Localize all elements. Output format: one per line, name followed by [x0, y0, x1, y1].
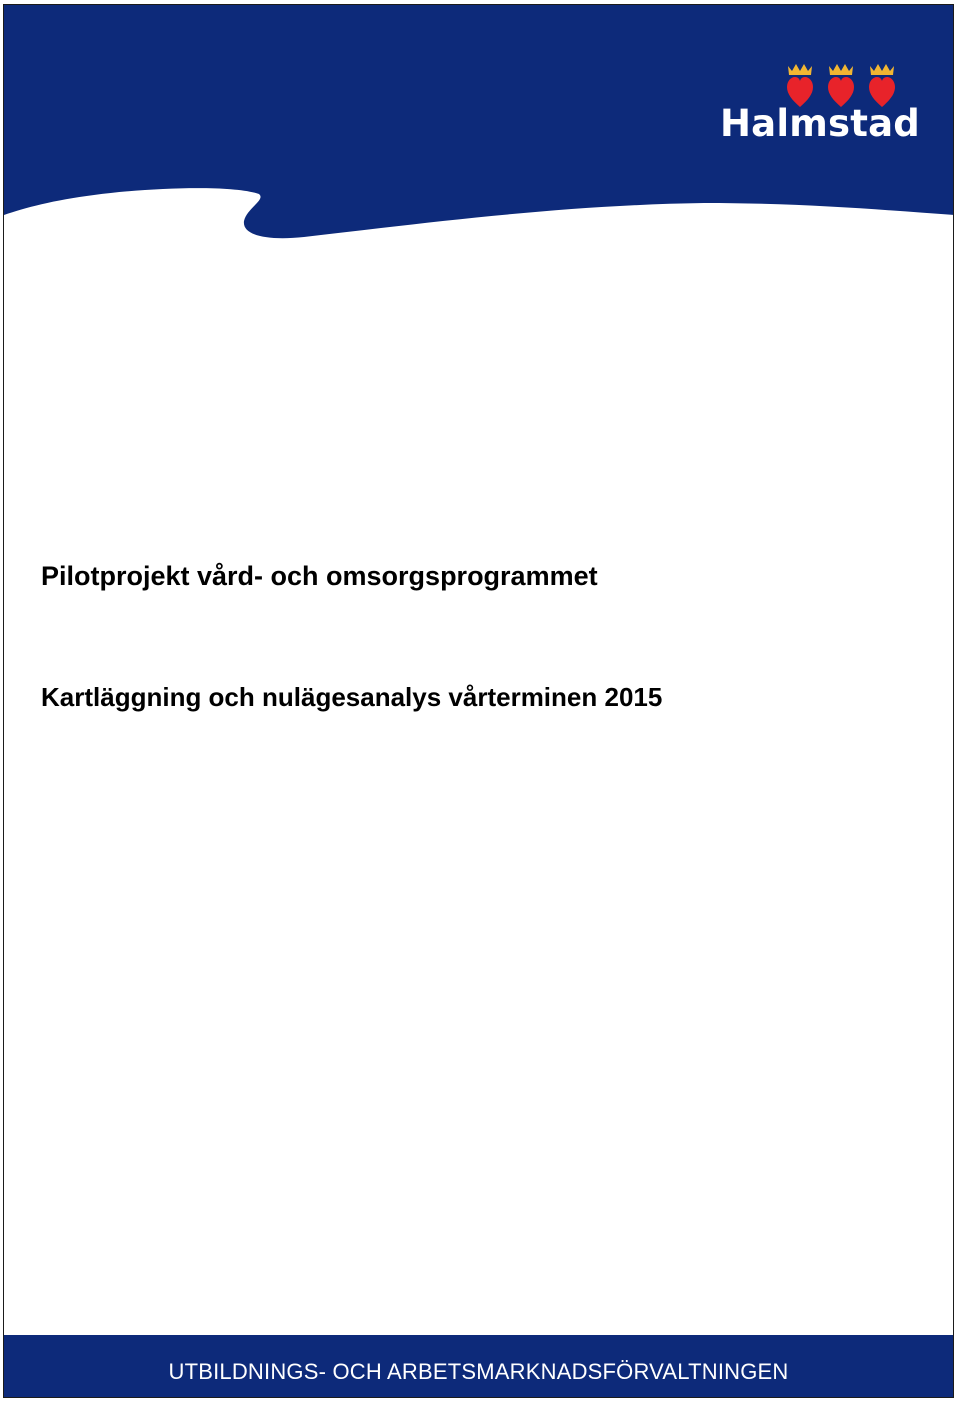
logo-wordmark: Halmstad [720, 102, 920, 145]
cover-page [3, 4, 954, 1398]
halmstad-logo [716, 63, 920, 158]
footer-department: UTBILDNINGS- OCH ARBETSMARKNADSFÖRVALTNINGEN [168, 1359, 789, 1384]
footer-band [4, 1335, 953, 1397]
document-title: Pilotprojekt vård- och omsorgsprogrammet [41, 561, 598, 591]
crowned-heart-3 [869, 64, 895, 107]
crowned-heart-1 [787, 64, 813, 107]
crowned-heart-2 [828, 64, 854, 107]
document-subtitle: Kartläggning och nulägesanalys vårterminen 2015 [41, 682, 663, 712]
